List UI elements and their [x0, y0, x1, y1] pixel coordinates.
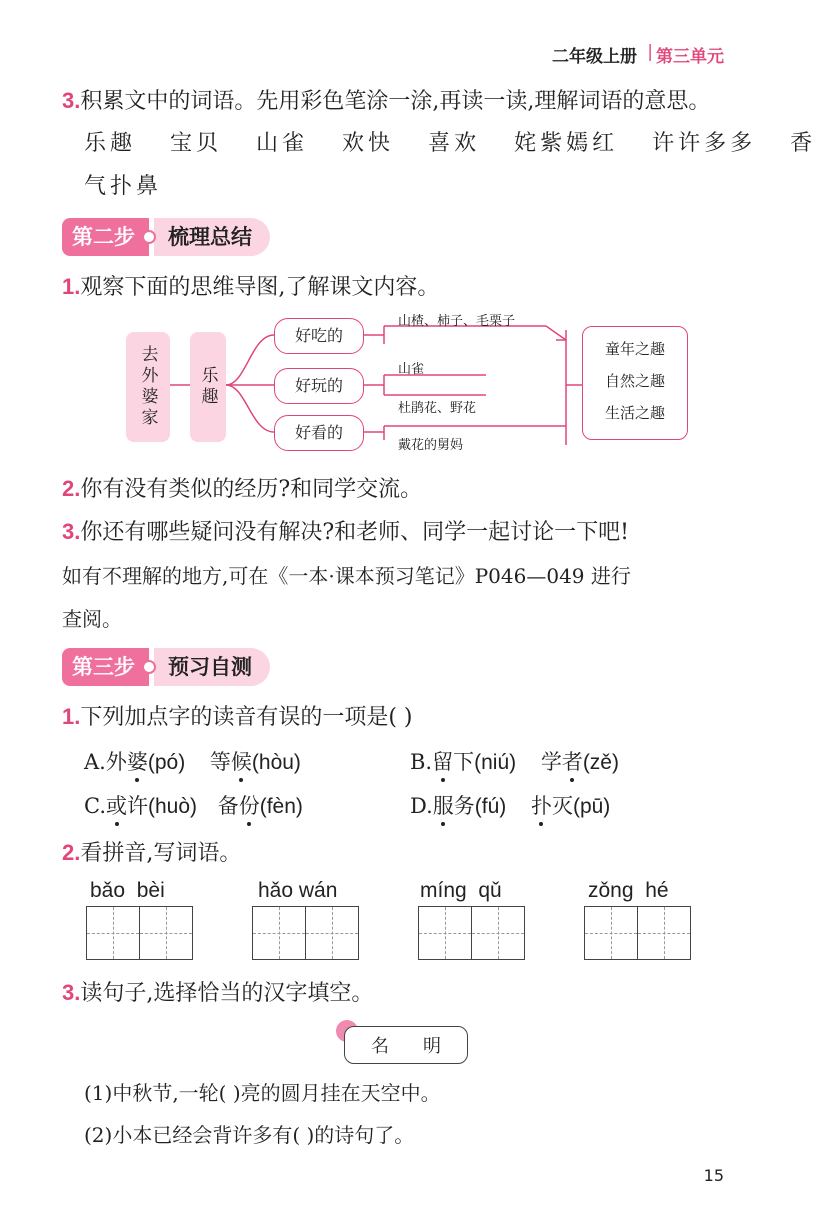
question-text: 下列加点字的读音有误的一项是( ): [80, 705, 413, 730]
question-number: 1.: [62, 274, 81, 299]
option-pinyin: (fú): [474, 795, 507, 818]
option-d: [410, 790, 610, 820]
writing-grid[interactable]: [418, 906, 525, 960]
option-pinyin: (pó): [147, 751, 186, 774]
step2-q2: [62, 474, 422, 505]
option-pinyin: (zě): [582, 751, 619, 774]
mindmap-result: 童年之趣: [604, 340, 665, 358]
option-b: [410, 746, 619, 776]
option-label: C.: [84, 794, 106, 818]
mindmap-node: 好看的: [274, 415, 364, 451]
word-item: 喜欢: [428, 131, 481, 156]
step2-label: 梳理总结: [154, 218, 270, 256]
option-word: 留下: [432, 750, 475, 774]
pinyin-label: bǎo bèi: [90, 879, 165, 902]
choice-char: 名: [371, 1036, 389, 1057]
writing-cell[interactable]: [419, 907, 472, 959]
pinyin-label: míng qǔ: [420, 879, 502, 902]
question-number: 1.: [62, 704, 81, 729]
question-number: 2.: [62, 476, 81, 501]
option-label: A.: [84, 750, 106, 774]
choice-box: [344, 1026, 468, 1064]
mindmap-node: 好吃的: [274, 318, 364, 354]
option-word: 外婆: [105, 750, 148, 774]
step-dot-icon: [142, 660, 156, 674]
mind-map: [126, 310, 686, 460]
word-item: 宝贝: [170, 131, 223, 156]
word-item: 许许多多: [652, 131, 757, 156]
sentence-1: (1)中秋节,一轮( )亮的圆月挂在天空中。: [84, 1081, 441, 1105]
mindmap-item: 杜鹃花、野花: [398, 401, 477, 416]
writing-grid[interactable]: [252, 906, 359, 960]
step2-banner: [62, 217, 270, 257]
mindmap-node: 好玩的: [274, 368, 364, 404]
step3-label: 预习自测: [154, 648, 270, 686]
step3-banner: [62, 647, 270, 687]
question-number: 2.: [62, 840, 81, 865]
pinyin-label: zǒng hé: [588, 879, 669, 902]
writing-grid[interactable]: [86, 906, 193, 960]
option-word: 或许: [106, 794, 148, 818]
option-label: D.: [410, 794, 433, 818]
mindmap-result: 自然之趣: [604, 372, 665, 390]
option-pinyin: (huò): [148, 795, 198, 818]
mindmap-left-box: 去外婆家: [126, 332, 170, 442]
option-pinyin: (fèn): [259, 795, 303, 818]
question-text: 读句子,选择恰当的汉字填空。: [80, 981, 374, 1006]
pinyin-label: hǎo wán: [258, 879, 338, 902]
step3-q3: [62, 978, 373, 1009]
header-separator: |: [647, 42, 653, 62]
question-text: 积累文中的词语。先用彩色笔涂一涂,再读一读,理解词语的意思。: [80, 89, 711, 114]
header-grade: 二年级上册: [552, 47, 637, 67]
writing-grid[interactable]: [584, 906, 691, 960]
step3-q1: [62, 702, 413, 733]
option-word: 服务: [432, 794, 475, 818]
option-a: [84, 746, 301, 776]
q3-accumulate-line: [62, 86, 710, 117]
word-item: 姹紫嫣红: [514, 131, 619, 156]
option-word: 学者: [540, 750, 583, 774]
option-pinyin: (pū): [572, 795, 611, 818]
step3-q2: [62, 838, 241, 869]
writing-cell[interactable]: [472, 907, 524, 959]
writing-cell[interactable]: [253, 907, 306, 959]
option-pinyin: (hòu): [251, 751, 301, 774]
header-unit: 第三单元: [656, 47, 724, 67]
mindmap-item: 山雀: [398, 362, 425, 377]
writing-cell[interactable]: [306, 907, 358, 959]
mindmap-center-box: 乐趣: [190, 332, 226, 442]
step2-note-line2: 查阅。: [62, 607, 122, 631]
mindmap-results-box: [582, 326, 688, 440]
writing-cell[interactable]: [585, 907, 638, 959]
word-item: 欢快: [342, 131, 395, 156]
mindmap-item: 山楂、柿子、毛栗子: [398, 314, 516, 329]
option-word: 等候: [209, 750, 252, 774]
word-list: [84, 129, 816, 159]
mindmap-item: 戴花的舅妈: [398, 438, 464, 453]
writing-cell[interactable]: [87, 907, 140, 959]
question-text: 观察下面的思维导图,了解课文内容。: [80, 275, 440, 300]
question-text: 看拼音,写词语。: [80, 841, 242, 866]
step-dot-icon: [142, 230, 156, 244]
option-word: 备份: [217, 794, 260, 818]
step2-q3: [62, 517, 629, 548]
mindmap-result: 生活之趣: [604, 404, 665, 422]
step2-note-line1: 如有不理解的地方,可在《一本·课本预习笔记》P046—049 进行: [62, 564, 631, 588]
question-number: 3.: [62, 519, 81, 544]
word-item: 香: [790, 131, 816, 156]
choice-char: 明: [423, 1036, 441, 1057]
option-c: [84, 790, 303, 820]
page-number: 15: [703, 1166, 724, 1185]
sentence-2: (2)小本已经会背许多有( )的诗句了。: [84, 1123, 415, 1147]
question-number: 3.: [62, 88, 81, 113]
question-number: 3.: [62, 980, 81, 1005]
word-item: 气扑鼻: [84, 174, 163, 199]
step3-tag: 第三步: [62, 648, 149, 686]
option-pinyin: (niú): [474, 751, 517, 774]
option-word: 扑灭: [530, 794, 573, 818]
word-item: 乐趣: [84, 131, 137, 156]
step2-tag: 第二步: [62, 218, 149, 256]
option-label: B.: [410, 750, 433, 774]
word-item: 山雀: [256, 131, 309, 156]
step2-q1: [62, 272, 439, 303]
writing-cell[interactable]: [638, 907, 690, 959]
word-list-wrap: [84, 172, 196, 202]
writing-cell[interactable]: [140, 907, 192, 959]
question-text: 你还有哪些疑问没有解决?和老师、同学一起讨论一下吧!: [80, 520, 629, 545]
question-text: 你有没有类似的经历?和同学交流。: [80, 477, 423, 502]
